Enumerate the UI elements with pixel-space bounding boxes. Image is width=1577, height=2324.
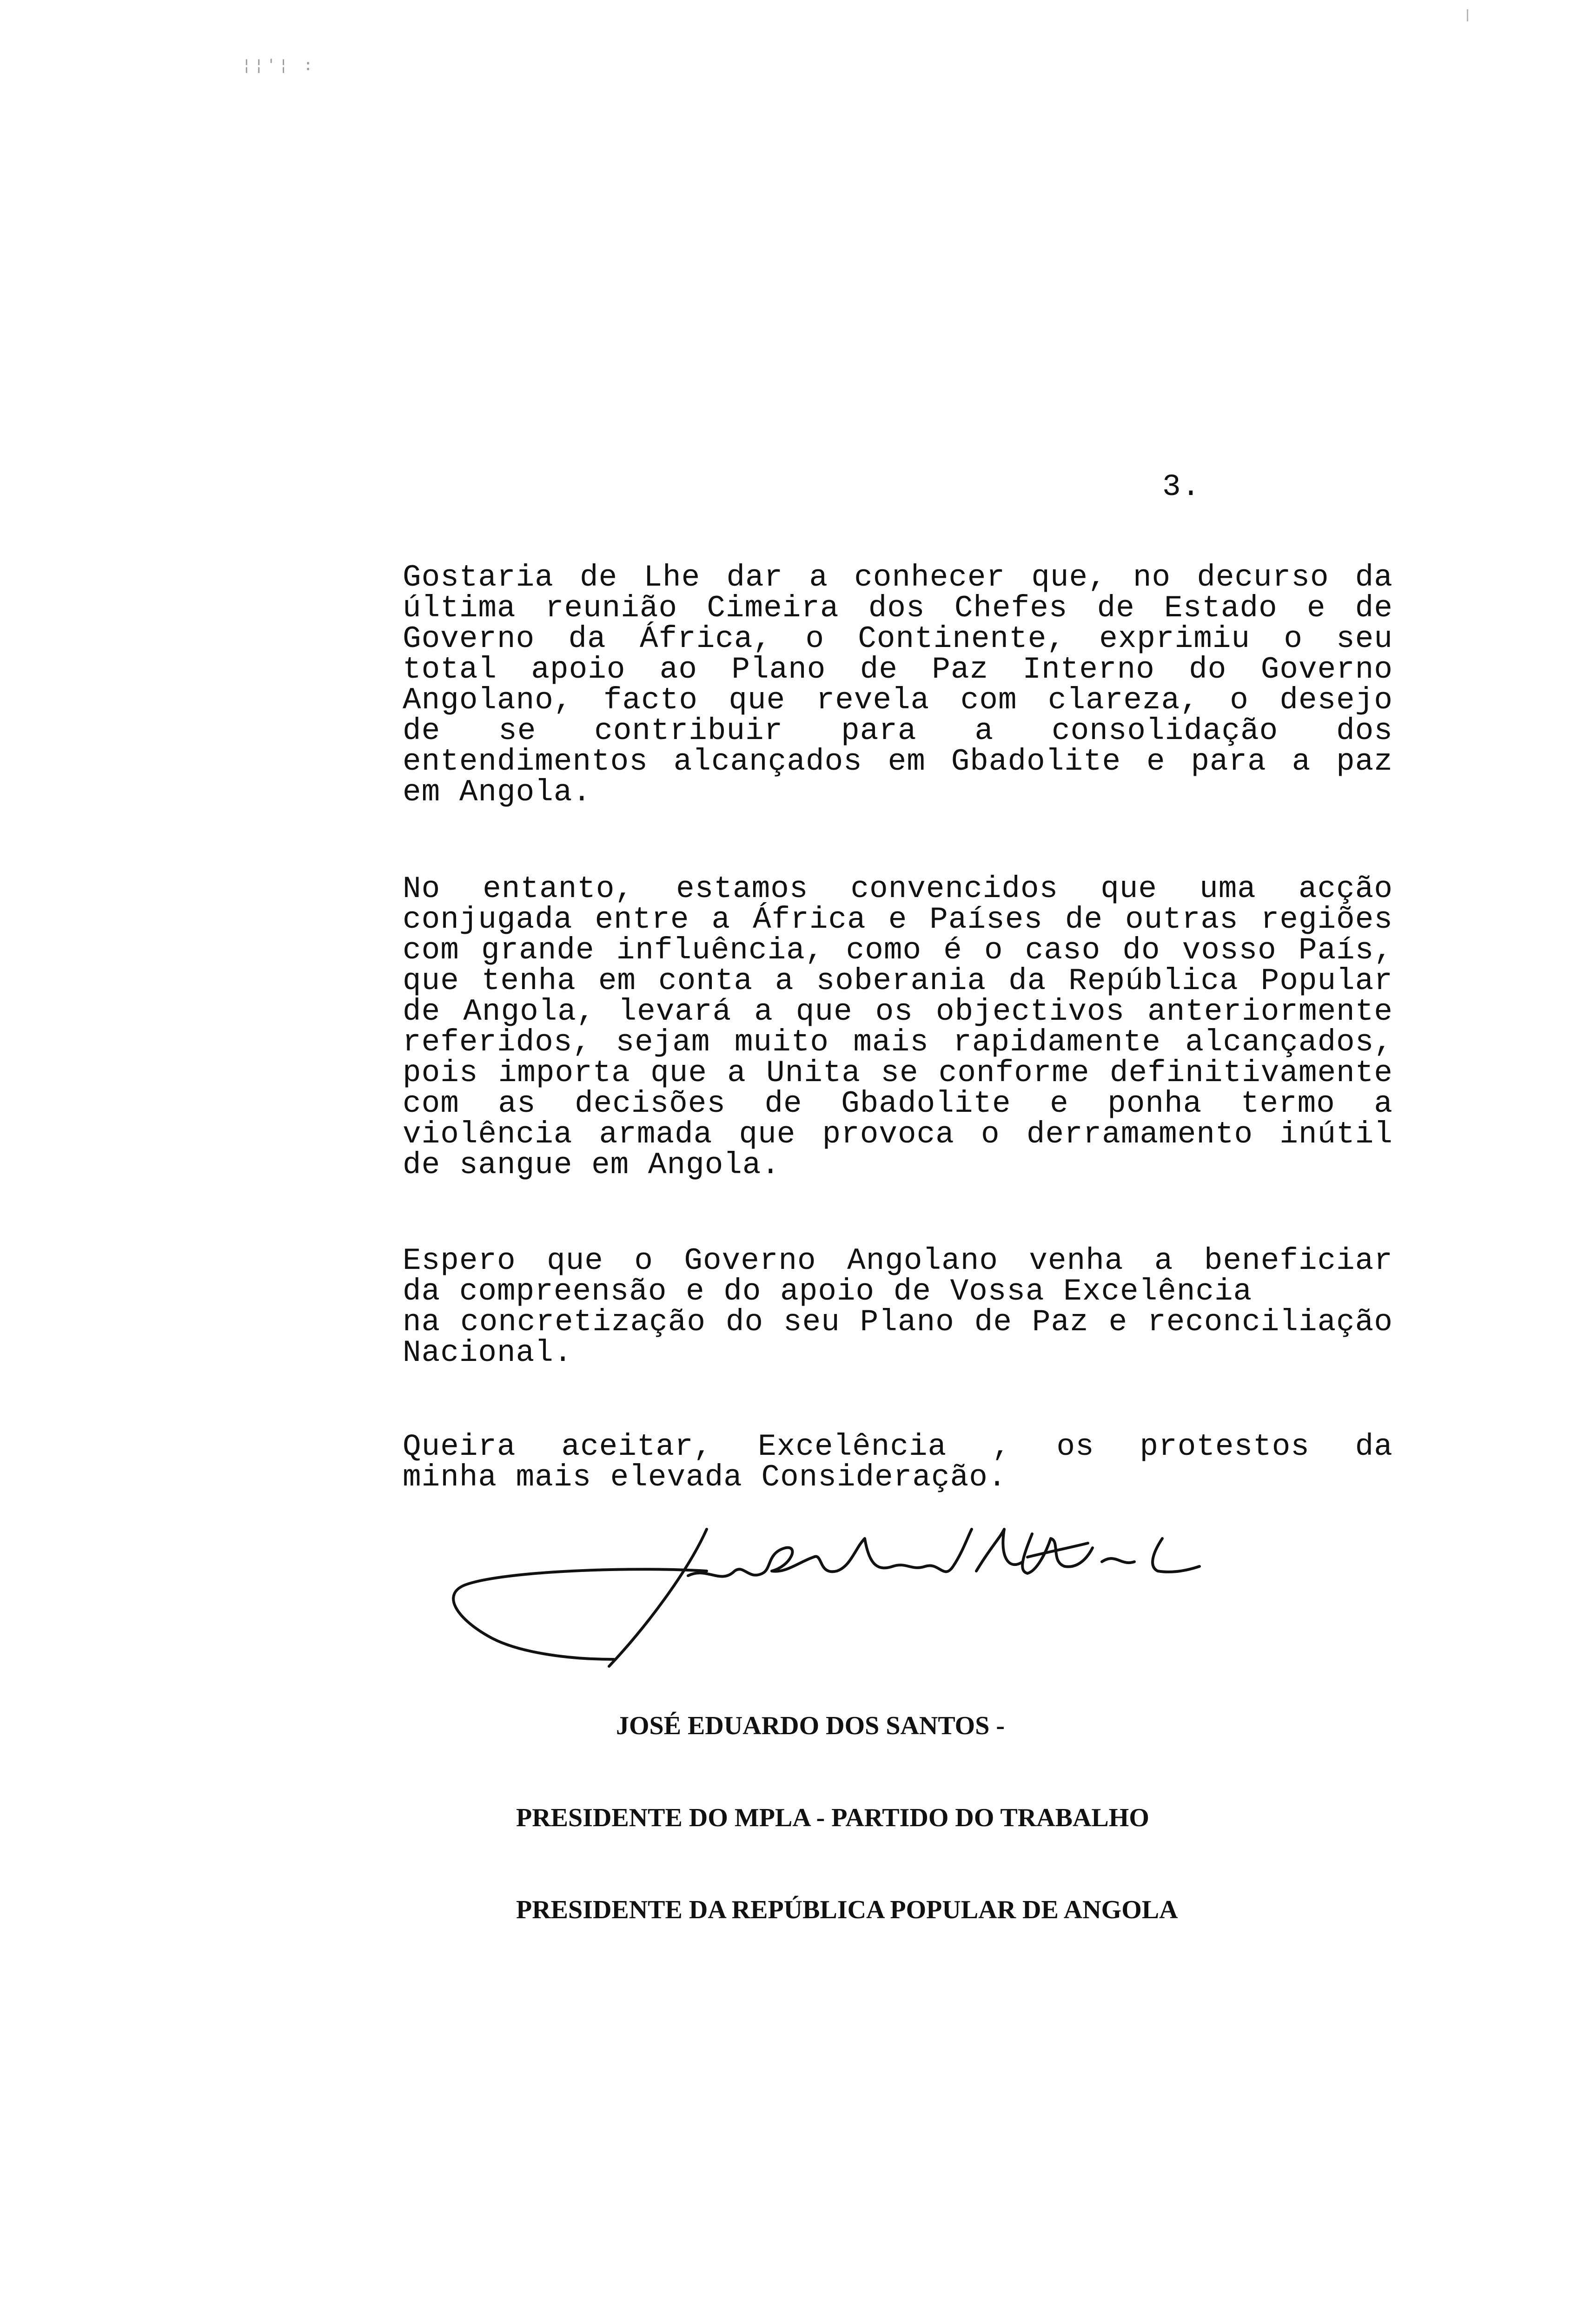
- text-line: de se contribuir para a consolidação dos: [403, 713, 1393, 748]
- text-line: de Angola, levará a que os objectivos anteriormente: [403, 994, 1393, 1029]
- text-line: da compreensão e do apoio de Vossa Excelência: [403, 1274, 1252, 1309]
- text-line: que tenha em conta a soberania da República Popular: [403, 964, 1393, 998]
- text-line: Queira aceitar, Excelência , os protestos da: [403, 1429, 1393, 1464]
- text-line: Gostaria de Lhe dar a conhecer que, no decurso da: [403, 560, 1393, 595]
- signature-block: [516, 1649, 1178, 1956]
- text-line: em Angola.: [403, 775, 592, 810]
- paragraph-1: [403, 562, 1393, 808]
- text-line: pois importa que a Unita se conforme definitivamente: [403, 1056, 1393, 1090]
- text-line: Angolano, facto que revela com clareza, o desejo: [403, 683, 1393, 718]
- signatory-title-party: PRESIDENTE DO MPLA - PARTIDO DO TRABALHO: [516, 1803, 1149, 1832]
- scan-mark: [1467, 9, 1468, 21]
- text-line: violência armada que provoca o derramamento inútil: [403, 1117, 1393, 1152]
- paragraph-2: [403, 874, 1393, 1181]
- signatory-title-state: PRESIDENTE DA REPÚBLICA POPULAR DE ANGOLA: [516, 1895, 1178, 1924]
- text-line: entendimentos alcançados em Gbadolite e para a paz: [403, 744, 1393, 779]
- paragraph-3: [403, 1243, 1393, 1370]
- signatory-name: JOSÉ EDUARDO DOS SANTOS -: [616, 1711, 1005, 1740]
- text-line: Governo da África, o Continente, exprimiu o seu: [403, 621, 1393, 656]
- text-line: última reunião Cimeira dos Chefes de Estado e de: [403, 591, 1393, 626]
- closing-paragraph: [403, 1429, 1393, 1495]
- text-line: na concretização do seu Plano de Paz e reconciliação: [403, 1305, 1393, 1340]
- text-line: conjugada entre a África e Países de outras regiões: [403, 902, 1393, 937]
- page-number: 3.: [1162, 469, 1201, 504]
- text-line: com grande influência, como é o caso do vosso País,: [403, 933, 1393, 968]
- scan-marks: ¦¦'¦ :: [242, 56, 316, 74]
- text-line: minha mais elevada Consideração.: [403, 1460, 1007, 1495]
- text-line: No entanto, estamos convencidos que uma acção: [403, 872, 1393, 906]
- text-line: Espero que o Governo Angolano venha a beneficiar: [403, 1243, 1393, 1278]
- text-line: de sangue em Angola.: [403, 1148, 781, 1182]
- text-line: com as decisões de Gbadolite e ponha termo a: [403, 1086, 1393, 1121]
- text-line: total apoio ao Plano de Paz Interno do Governo: [403, 652, 1393, 687]
- text-line: Nacional.: [403, 1335, 573, 1370]
- text-line: referidos, sejam muito mais rapidamente alcançados,: [403, 1025, 1393, 1060]
